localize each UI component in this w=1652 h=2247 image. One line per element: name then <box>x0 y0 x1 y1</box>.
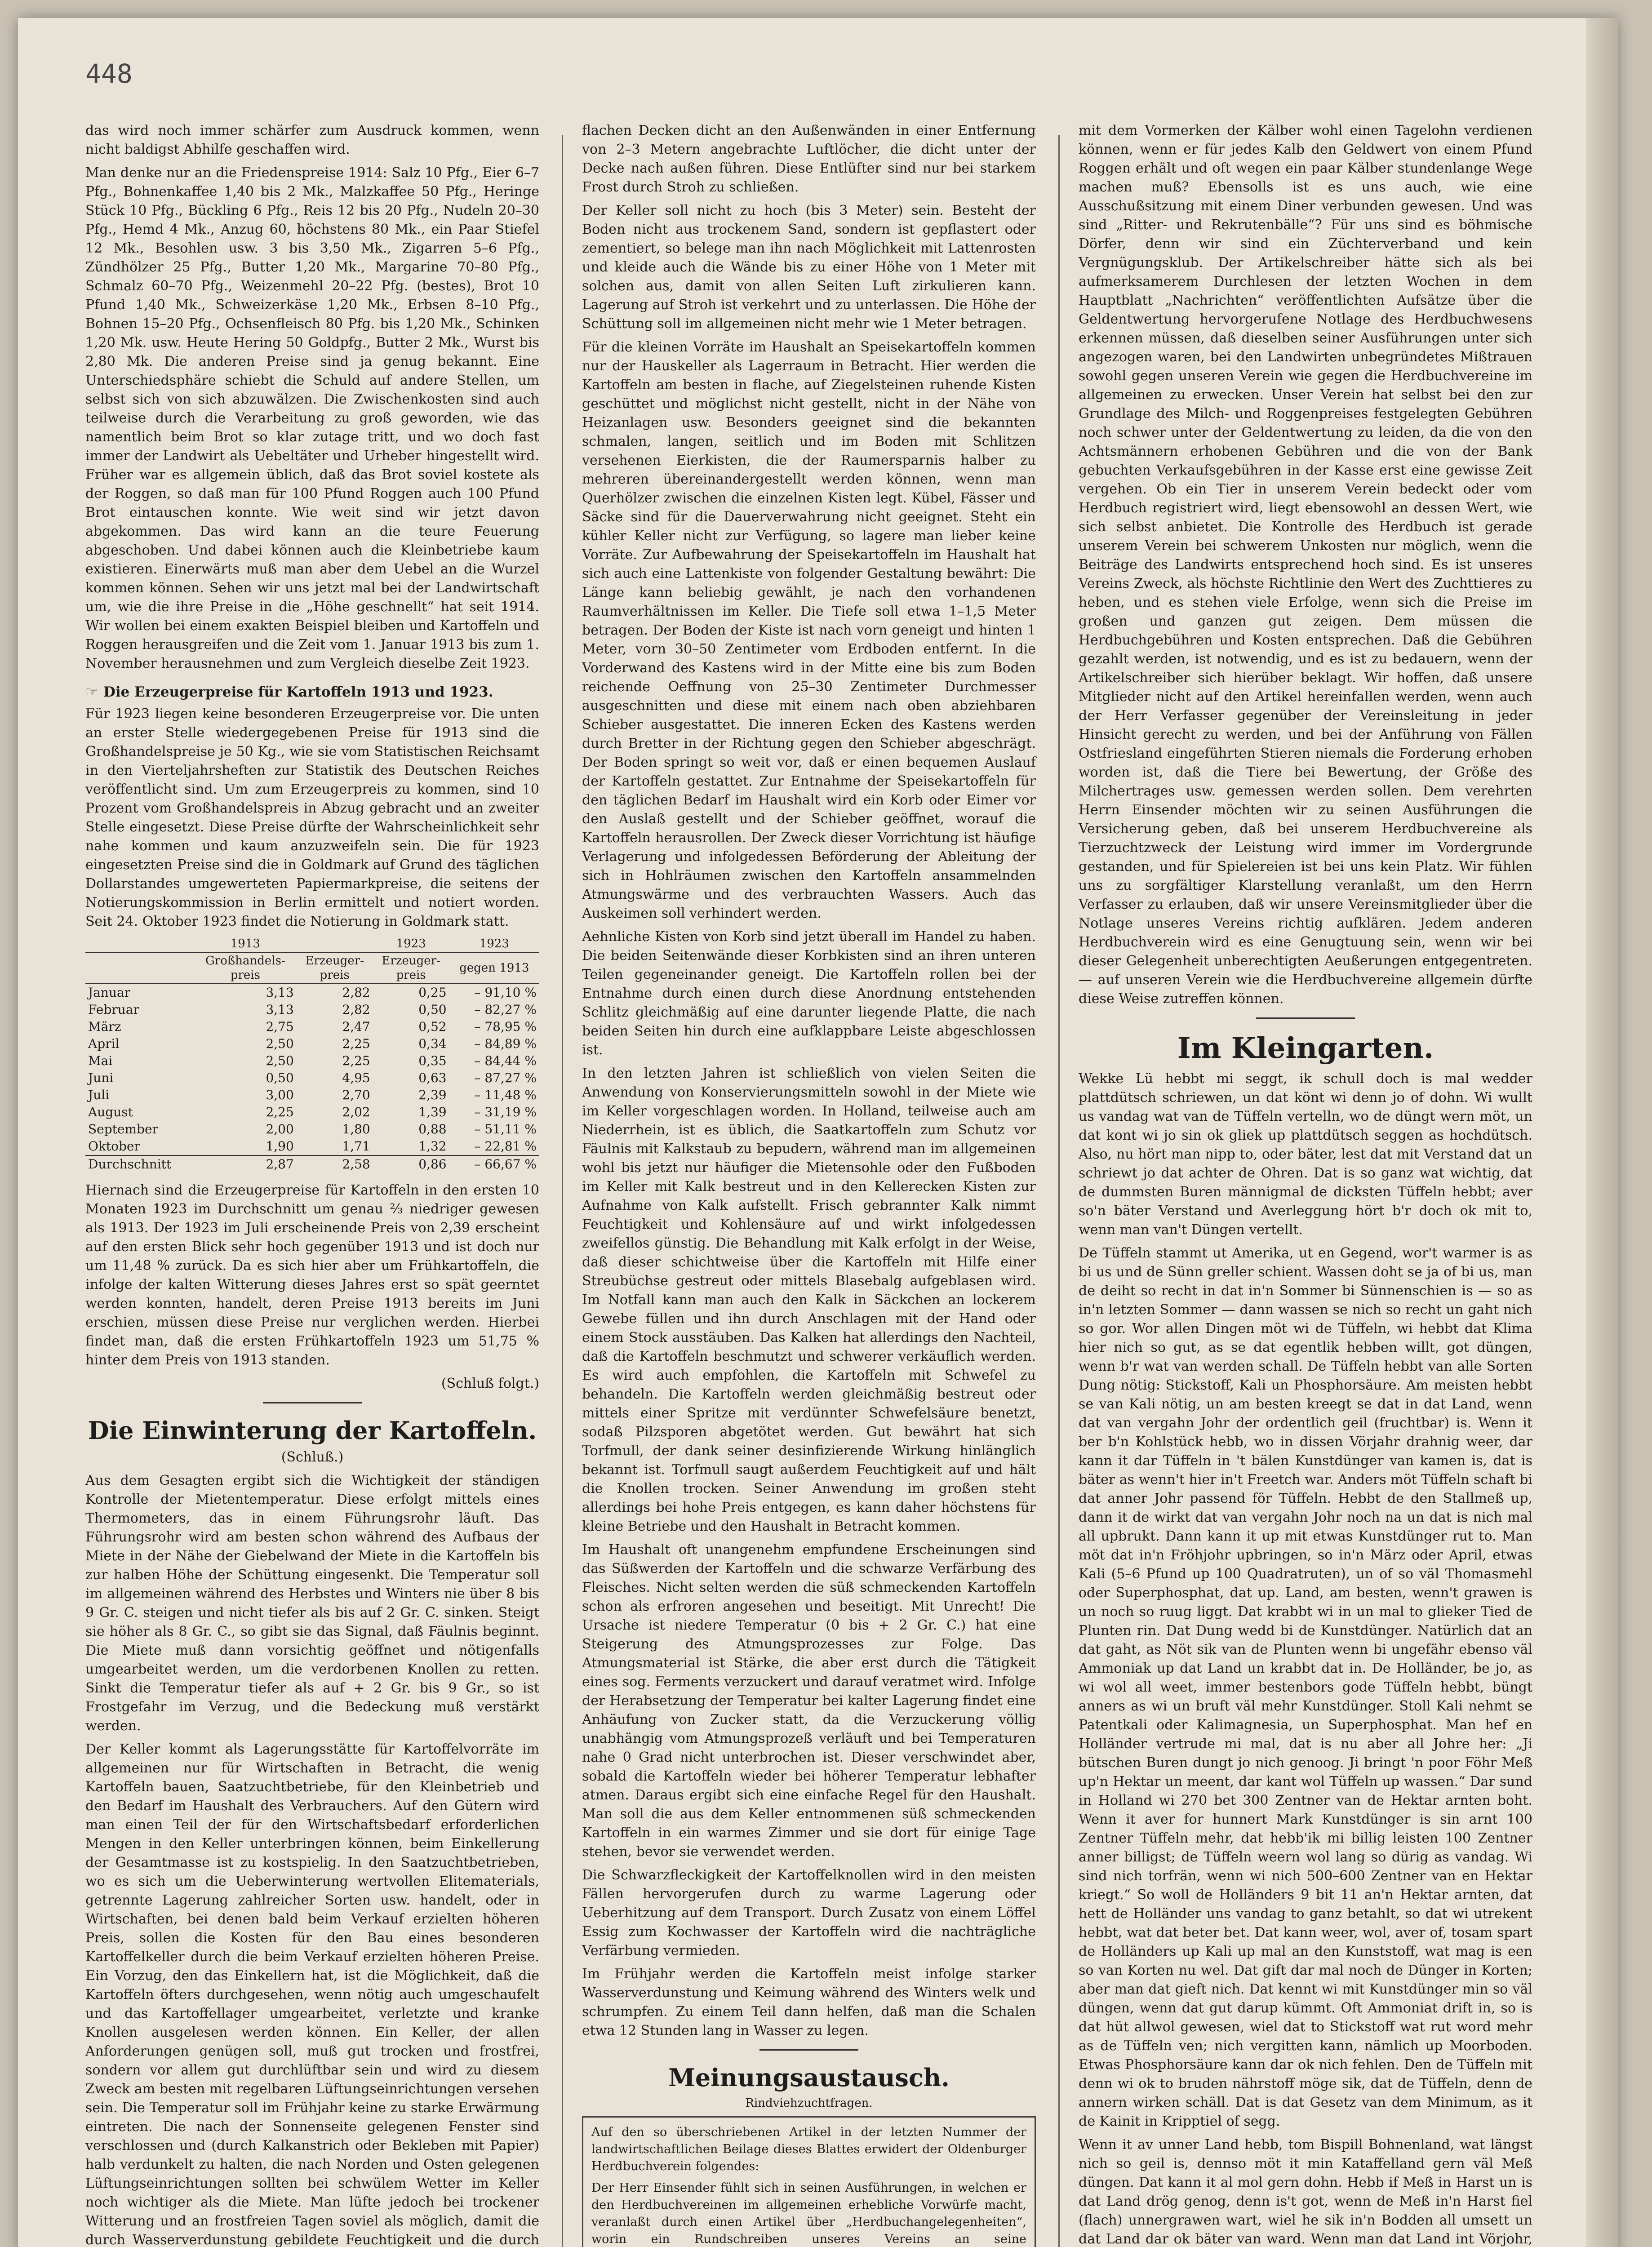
table-col-header: Erzeuger- preis <box>297 952 373 984</box>
table-value-cell: 2,25 <box>342 1053 370 1068</box>
table-value-cell: 0,50 <box>418 1002 447 1017</box>
table-col-header: gegen 1913 <box>449 952 539 984</box>
page-number: 448 <box>85 58 133 89</box>
article-subheading: Rindviehzuchtfragen. <box>745 2096 873 2110</box>
column-right <box>1079 121 1532 2247</box>
table-value-cell: 2,82 <box>342 1002 370 1017</box>
paragraph: Aus dem Gesagten ergibt sich die Wichtigkeit der ständigen Kontrolle der Mietentemperatur. Diese erfolgt mittels eines Thermometers, das in einem Führungsrohr läuft. Das Führungsrohr wird am besten schon während des Aufbaus der Miete in der Nähe der Giebelwand der Miete in die Kartoffeln bis zur halben Höhe der Schüttung eingesenkt. Die Temperatur soll im allgemeinen während des Herbstes und Winters nie über 8 bis 9 Gr. C. steigen und nicht tiefer als bis auf 2 Gr. C. sinken. Steigt sie höher als 8 Gr. C., so gibt sie das Signal, daß Fäulnis beginnt. Die Miete muß dann vorsichtig geöffnet und nötigenfalls umgearbeitet werden, um die verdorbenen Knollen zu retten. Sinkt die Temperatur tiefer als auf + 2 Gr. bis 9 Gr., so ist Frostgefahr im Verzug, und die Bedeckung muß verstärkt werden. <box>85 1473 539 1734</box>
table-value-cell: 2,82 <box>342 985 370 1000</box>
paragraph: Aehnliche Kisten von Korb sind jetzt überall im Handel zu haben. Die beiden Seitenwände dieser Korbkisten sind an ihren unteren Teilen gegeneinander geneigt. Die Kartoffeln rollen bei der Entnahme durch einen durch diese Anordnung entstehenden Schlitz gleichmäßig auf eine darunter liegende Platte, die nach beiden Seiten hin durch eine aufklappbare Leiste abgeschlossen ist. <box>582 929 1036 1058</box>
paragraph: das wird noch immer schärfer zum Ausdruck kommen, wenn nicht baldigst Abhilfe geschaffen wird. <box>85 123 539 157</box>
table-value-cell: 2,25 <box>342 1036 370 1051</box>
paragraph: De Tüffeln stammt ut Amerika, ut en Gegend, wor't warmer is as bi us und de Sünn greller schient. Wassen doht se ja of bi us, man de deiht so recht in dat in'n Sommer bi Sünnenschien is — so as in'n letzten Sommer — dann wassen se nich so recht un gaht nich so gor. Wor allen Dingen möt wi de Tüffeln, wi hebbt dat Klima hier nich so gut, as se dat egentlik hebben willt, got düngen, wenn b'r wat van werden schall. De Tüffeln hebbt van alle Sorten Dung nötig: Stickstoff, Kali un Phosphorsäure. Am meisten hebbt se van Kali nötig, un am besten kreegt se dat in dat Land, wenn dat van vergahn Johr der ordentlich geil (fruchtbar) is. Wenn it ber b'n Kohlstück hebb, wo in dissen Vörjahr drahnig weer, dar kann it dar Tüffeln in 't bälen Kunstdünger van kamen is, dat is bäter as wenn't hier in't Freetch war. Anders möt Tüffeln schaft bi dat anner Johr passend för Tüffeln. Hebbt de den Stallmeß up, dann it de wirkt dat van vergahn Johr noch na un dat is nich mal all upbrukt. Dann kann it up mit etwas Kunstdünger rut to. Man möt dat in'n Fröhjohr upbringen, so in'n März oder April, etwas Kali (5–6 Pfund up 100 Quadratruten), un of so väl Thomasmehl oder Superphosphat, dat up. Land, am besten, wenn't grawen is un noch so ruug liggt. Dat krabbt wi in un mal to glieker Tied de Plunten rin. Dat Dung wedd bi de Kunstdünger. Natürlich dat an dat gaht, as Nöt sik van de Plunten wenn bi ungefähr ebenso väl Ammoniak up dat Land un krabbt dat in. De Holländer, be jo, as wi wol all weet, immer bestenbors gode Tüffeln hebbt, büngt anners as wi un bruft väl mehr Kunstdünger. Stoll Kali nehmt se Patentkali oder Kalimagnesia, un Superphosphat. Man hef en Holländer vertrude mi mal, dat is nu aber all Johre her: „Ji bütschen Buren dungt jo nich genoog. Ji bringt 'n poor Föhr Meß up'n Hektar un meent, dar kant wol Tüffeln up wassen.“ Dar sund in Holland wi 270 bet 300 Zentner van de Hektar arnten boht. Wenn it aver for hunnert Mark Kunstdünger is sin arnt 100 Zentner Tüffeln mehr, dat hebb'ik mi billig leisten 100 Zentner anner billigst; de Tüffeln weern wol lang so dürig as vandag. Wi sind nich torfrän, wenn wi nich 500–600 Zentner van en Hektar kriegt.“ So woll de Holländers 9 bit 11 an'n Hektar arnten, dat hett de Holländer uns vandag to ganz betahlt, so dat wi utrekent hebbt, wat dat beter bet. Dat kann weer, wol, aver of, tosam spart de Holländers up Kali up mal an den Kunststoff, wat mag is een so van Korten nu wel. Dat gift dar mal noch de Dünger in Korten; aber man dat gieft nich. Dat kennt wi mit Kunstdünger min so väl düngen, wenn dat gut darup kümmt. Oft Ammoniat drift in, so is dat hüt allwol gewesen, wiel dat to Stickstoff wat rut word mehr as de Tüffeln ven; nich vergitten kann, nämlich up Moorboden. Etwas Phosphorsäure kann dar ok nich fehlen. Den de Tüffeln mit denn wi ok to bruden nährstoff möge sik, dat de Tüffeln, denn de annern wirken schäll. Dat is dat Gesetz van dem Minimum, as it de Kainit in Kripptiel of segg. <box>1079 1245 1532 2129</box>
table-row <box>85 1018 539 1035</box>
table-month-cell: September <box>88 1122 158 1137</box>
table-value-cell: 3,13 <box>266 985 294 1000</box>
column-middle <box>582 121 1036 2247</box>
table-value-cell: 1,39 <box>418 1105 447 1119</box>
table-average-row <box>85 1155 539 1173</box>
table-value-cell: – 91,10 % <box>474 985 537 1000</box>
table-month-cell: Durchschnitt <box>85 1155 194 1173</box>
table-value-cell: 1,71 <box>342 1139 370 1154</box>
table-row <box>85 1052 539 1070</box>
table-value-cell: – 84,44 % <box>474 1053 537 1068</box>
table-value-cell: 0,50 <box>266 1070 294 1085</box>
paragraph: mit dem Vormerken der Kälber wohl einen Tagelohn verdienen können, wenn er für jedes Kalb den Geldwert von einem Pfund Roggen erhält und oft wegen ein paar Kälber stundenlange Wege machen muß? Ebensolls ist es uns auch, wie eine Ausschußsitzung mit einem Diner verbunden gewesen. Und was sind „Ritter- und Rekrutenbälle“? Für uns sind es böhmische Dörfer, denn wir sind ein Züchterverband und kein Vergnügungsklub. Der Artikelschreiber hätte sich als bei aufmerksamerem Durchlesen der letzten Wochen in dem Hauptblatt „Nachrichten“ veröffentlichten Aufsätze über die Geldentwertung hervorgerufene Notlage des Herdbuchwesens erkennen müssen, daß dieselben seiner Ausführungen unter sich angezogen waren, bei den Landwirten unbegründetes Mißtrauen sowohl gegen unseren Verein wie gegen die Herdbuchvereine im allgemeinen zu erwecken. Unser Verein hat selbst bei den zur Grundlage des Milch- und Roggenpreises festgelegten Gebühren noch schwer unter der Geldentwertung zu leiden, da die von den Achtsmännern erhobenen Gebühren und die von der Bank gebuchten Verkaufsgebühren in der Kasse erst eine gewisse Zeit vergehen. Ob ein Tier in unserem Verein bedeckt oder vom Herdbuch registriert wird, liegt ebensowohl an dessen Wert, wie sich selbst anbietet. Die Kontrolle des Herdbuch ist gerade unserem Verein bei schwerem Unkosten nur möglich, wenn die Beiträge des Landwirts entsprechend hoch sind. Es ist unseres Vereins Zweck, als höchste Richtlinie den Wert des Zuchttieres zu heben, und es stehen viele Erfolge, wenn sich die Preise im großen und ganzen gut zeigen. Dem müssen die Herdbuchgebühren und Kosten entsprechen. Daß die Gebühren gezahlt werden, ist notwendig, und es ist zu bedauern, wenn der Artikelschreiber sich hierüber beklagt. Wir hoffen, daß unsere Mitglieder nicht auf den Artikel hereinfallen werden, wenn auch der Herr Verfasser gegenüber der Vereinsleitung in jeder Hinsicht gerecht zu werden, und bei der Anführung von Fällen Ostfriesland eingeführten Stieren niemals die Forderung erhoben worden ist, daß die Tiere bei Bewertung, der Größe des Milchertrages usw. gemessen werden sollen. Dem verehrten Herrn Einsender möchten wir zu seinen Ausführungen die Versicherung geben, daß bei unserem Herdbuchvereine als Tierzuchtzweck der Leistung wird immer im Vordergrunde gestanden, und für Spielereien ist bei uns kein Platz. Wir fühlen uns zu sorgfältiger Klarstellung veranlaßt, um den Herrn Verfasser zu erlauben, daß wir unsere Vereinsmitglieder über die Notlage unseres Vereins richtig aufklären. Jedem anderen Herdbuchverein wird es eine Genugtuung sein, wenn wir bei dieser Gelegenheit unberechtigten Aeußerungen entgegentreten. — auf unseren Verein wie die Herdbuchvereine allgemein dürfte diese Weise zutreffen können. <box>1079 123 1532 1007</box>
table-month-cell: Mai <box>88 1053 113 1068</box>
table-value-cell: – 78,95 % <box>474 1019 537 1034</box>
column-divider <box>562 135 563 2247</box>
divider <box>759 2049 858 2051</box>
table-row <box>85 1001 539 1018</box>
continuation-note: (Schluß folgt.) <box>441 1376 539 1391</box>
divider <box>263 1402 362 1403</box>
table-value-cell: – 31,19 % <box>474 1105 537 1119</box>
table-value-cell: 1,80 <box>342 1122 370 1137</box>
table-month-cell: Juni <box>88 1070 114 1085</box>
table-value-cell: 2,50 <box>266 1053 294 1068</box>
table-month-cell: Juli <box>88 1088 110 1102</box>
table-value-cell: 0,52 <box>418 1019 447 1034</box>
newspaper-page <box>18 18 1618 2247</box>
table-value-cell: 0,86 <box>373 1155 449 1173</box>
table-value-cell: 0,35 <box>418 1053 447 1068</box>
table-year-header: 1913 <box>194 936 297 952</box>
table-col-header: Großhandels- preis <box>194 952 297 984</box>
paragraph: Der Keller soll nicht zu hoch (bis 3 Meter) sein. Besteht der Boden nicht aus trockenem Sand, sondern ist gepflastert oder zementiert, so belege man ihn nach Möglichkeit mit Lattenrosten und kleide auch die Wände bis zu einer Höhe von 1 Meter mit solchen aus, damit von allen Seiten Luft zirkulieren kann. Lagerung auf Stroh ist verkehrt und zu unterlassen. Die Höhe der Schüttung soll im allgemeinen nicht mehr wie 1 Meter betragen. <box>582 203 1036 332</box>
paragraph: Im Frühjahr werden die Kartoffeln meist infolge starker Wasserverdunstung und Keimung während des Winters welk und schrumpfen. Zu einem Teil dann helfen, daß man die Schalen etwa 12 Stunden lang in Wasser zu legen. <box>582 1966 1036 2038</box>
table-year-header: 1923 <box>373 936 449 952</box>
paragraph: Für die kleinen Vorräte im Haushalt an Speisekartoffeln kommen nur der Hauskeller als Lagerraum in Betracht. Hier werden die Kartoffeln am besten in flache, auf Ziegelsteinen ruhende Kisten geschüttet und möglichst nicht gestellt, nicht in der Nähe von Heizanlagen usw. Besonders geeignet sind die bekannten schmalen, langen, seitlich und im Boden mit Schlitzen versehenen Eierkisten, die der Raumersparnis halber zu mehreren übereinandergestellt werden können, wenn man Querhölzer zwischen die einzelnen Kisten legt. Kübel, Fässer und Säcke sind für die Dauerverwahrung nicht geeignet. Steht ein kühler Keller nicht zur Verfügung, so lagere man lieber keine Vorräte. Zur Aufbewahrung der Speisekartoffeln im Haushalt hat sich auch eine Lattenkiste von folgender Gestaltung bewährt: Die Länge kann beliebig gewählt, je nach den vorhandenen Raumverhältnissen im Keller. Die Tiefe soll etwa 1–1,5 Meter betragen. Der Boden der Kiste ist nach vorn geneigt und hinten 1 Meter, vorn 30–50 Zentimeter vom Erdboden entfernt. In die Vorderwand des Kastens wird in der Mitte eine bis zum Boden reichende Oeffnung von 25–30 Zentimeter Durchmesser ausgeschnitten und diese mit einem nach oben abziehbaren Schieber ausgestattet. Die inneren Ecken des Kastens werden durch Bretter in der Richtung gegen den Schieber abgeschrägt. Der Boden springt so weit vor, daß er einen bequemen Auslauf der Kartoffeln gestattet. Zur Entnahme der Speisekartoffeln für den täglichen Bedarf im Haushalt wird ein Korb oder Eimer vor den Auslaß gestellt und der Schieber geöffnet, worauf die Kartoffeln herausrollen. Der Zweck dieser Vorrichtung ist häufige Verlagerung und infolgedessen Beförderung der Ableitung der sich in Hohlräumen zwischen den Kartoffeln ansammelnden Atmungswärme und des verbrauchten Wassers. Auch das Auskeimen soll verhindert werden. <box>582 339 1036 921</box>
table-value-cell: 0,63 <box>418 1070 447 1085</box>
table-value-cell: – 66,67 % <box>449 1155 539 1173</box>
paragraph: flachen Decken dicht an den Außenwänden in einer Entfernung von 2–3 Metern angebrachte Luftlöcher, die dicht unter der Decke nach außen führen. Diese Entlüfter sind nur bei starkem Frost durch Stroh zu schließen. <box>582 123 1036 195</box>
column-left <box>85 121 539 2247</box>
paragraph: In den letzten Jahren ist schließlich von vielen Seiten die Anwendung von Konservierungsmitteln sowohl in der Miete wie im Keller vorgeschlagen worden. In Holland, teilweise auch am Niederrhein, ist es üblich, die Saatkartoffeln zum Schutz vor Fäulnis mit Kalkstaub zu bepudern, während man im allgemeinen wohl bis jetzt nur häufiger die Mietensohle oder den Fußboden im Keller mit Kalk bestreut und in den Kellerecken Kisten zur Aufnahme von Kalk aufstellt. Frisch gebrannter Kalk nimmt Feuchtigkeit und Kohlensäure auf und wirkt infolgedessen zweifellos günstig. Die Behandlung mit Kalk erfolgt in der Weise, daß dieser schichtweise über die Kartoffeln mit Hilfe einer Streubüchse gestreut oder mittels Blasebalg aufgeblasen wird. Im Notfall kann man auch den Kalk in Säckchen an lockerem Gewebe füllen und ihn durch Anschlagen mit der Hand oder einem Stock ausstäuben. Das Kalken hat allerdings den Nachteil, daß die Kartoffeln beschmutzt und schwerer verkäuflich werden. Es wird auch empfohlen, die Kartoffeln mit Schwefel zu behandeln. Die Kartoffeln werden gleichmäßig bestreut oder mittels einer Spritze mit verdünnter Schwefelsäure benetzt, sodaß Pilzsporen abgetötet werden. Gut bewährt hat sich Torfmull, der dank seiner desinfizierende Wirkung hinlänglich bekannt ist. Torfmull saugt außerdem Feuchtigkeit auf und hält die Knollen trocken. Seiner Anwendung im großen steht allerdings bei hohe Preis entgegen, es kann daher höchstens für kleine Betriebe und den Haushalt in Betracht kommen. <box>582 1066 1036 1534</box>
paragraph: Hiernach sind die Erzeugerpreise für Kartoffeln in den ersten 10 Monaten 1923 im Durchschnitt um genau ⅔ niedriger gewesen als 1913. Der 1923 im Juli erscheinende Preis von 2,39 erscheint auf den ersten Blick sehr hoch gegenüber 1913 und ist doch nur um 11,48 % zurück. Da es sich hier aber um Frühkartoffeln, die infolge der kalten Witterung dieses Jahres erst so spät geerntet werden konnten, handelt, deren Preise 1913 bereits im Juni erschien, müssen diese Preise nur verglichen werden. Hierbei findet man, daß die ersten Frühkartoffeln 1923 um 51,75 % hinter dem Preis von 1913 standen. <box>85 1182 539 1368</box>
table-value-cell: 1,32 <box>418 1139 447 1154</box>
table-month-cell: Januar <box>88 985 131 1000</box>
letter-box <box>582 2116 1036 2247</box>
table-value-cell: – 82,27 % <box>474 1002 537 1017</box>
table-value-cell: 2,00 <box>266 1122 294 1137</box>
table-value-cell: 0,25 <box>418 985 447 1000</box>
table-month-cell: April <box>88 1036 120 1051</box>
table-row <box>85 1138 539 1155</box>
table-month-cell: März <box>88 1019 121 1034</box>
table-value-cell: 3,13 <box>266 1002 294 1017</box>
hand-pointer-icon: ☞ <box>85 684 98 700</box>
table-month-cell: Oktober <box>88 1139 140 1154</box>
paragraph: Wenn it av unner Land hebb, tom Bispill Bohnenland, wat längst nich so geil is, dennso möt it min Kataffelland gern väl Meß düngen. Dat kann it al mol gern dohn. Hebb if Meß in Harst un is dat Land drög genog, denn is't got, wenn de Meß in'n Harst fiel (flach) unnergrawen wart, wiel he sik in'n Bodden all umsett un dat Land dar ok bäter van ward. Wenn man dat Land int Vörjohr, <box>1079 2137 1532 2247</box>
table-row <box>85 1121 539 1138</box>
table-year-header: 1923 <box>449 936 539 952</box>
table-value-cell: – 84,89 % <box>474 1036 537 1051</box>
table-value-cell: 2,75 <box>266 1019 294 1034</box>
table-row <box>85 1104 539 1121</box>
article-subheading: (Schluß.) <box>281 1449 344 1465</box>
paragraph: Der Keller kommt als Lagerungsstätte für Kartoffelvorräte im allgemeinen nur für Wirtschaften in Betracht, die wenig Kartoffeln bauen, Saatzuchtbetriebe, für den Kleinbetrieb und den Bedarf im Haushalt des Verbrauchers. Auf den Gütern wird man einen Teil der für den Wirtschaftsbedarf erforderlichen Mengen in den Keller unterbringen können, beim Einkellerung der Gesamtmasse ist zu kostspielig. In den Saatzuchtbetrieben, wo es sich um die Ueberwinterung wertvollen Elitematerials, getrennte Lagerung zahlreicher Sorten usw. handelt, oder in Wirtschaften, bei denen bald beim Verkauf erzielten höheren Preis, sollen die Kosten für den Bau eines besonderen Kartoffelkeller durch die beim Verkauf erzielten höheren Preise. Ein Vorzug, den das Einkellern hat, ist die Möglichkeit, daß die Kartoffeln öfters durchgesehen, wenn nötig auch umgeschaufelt und das Kartoffellager umgearbeitet, verletzte und kranke Knollen ausgelesen werden können. Ein Keller, der allen Anforderungen genügen soll, muß gut trocken und frostfrei, sondern vor allem gut durchlüftbar sein und wird zu diesem Zweck am besten mit regelbaren Lüftungseinrichtungen versehen sein. Die Temperatur soll im Frühjahr keine zu starke Erwärmung eintreten. Die nach der Sonnenseite gelegenen Fenster sind verschlossen und (durch Kalkanstrich oder Bekleben mit Papier) halb verdunkelt zu halten, die nach Norden und Osten gelegenen Lüftungseinrichtungen sollten bei schwülem Wetter im Keller noch wichtiger als die Miete. Man lüfte jedoch bei trockener Witterung und an frostfreien Tagen soviel als möglich, damit die durch Wasserverdunstung gebildete Feuchtigkeit und die durch <box>85 1741 539 2247</box>
table-value-cell: 2,87 <box>194 1155 297 1173</box>
paragraph: Im Haushalt oft unangenehm empfundene Erscheinungen sind das Süßwerden der Kartoffeln und die schwarze Verfärbung des Fleisches. Nicht selten werden die süß schmeckenden Kartoffeln schon als erfroren angesehen und beseitigt. Mit Unrecht! Die Ursache ist niedere Temperatur (0 bis + 2 Gr. C.) hat eine Steigerung des Atmungsprozesses zur Folge. Das Atmungsmaterial ist Stärke, die aber erst durch die Tätigkeit eines sog. Ferments verzuckert und darauf veratmet wird. Infolge der Herabsetzung der Temperatur bei kalter Lagerung findet eine Anhäufung von Zucker statt, da die Verzuckerung völlig unabhängig vom Atmungsprozeß verläuft und bei Temperaturen nahe 0 Grad nicht unterbrochen ist. Dieser verschwindet aber, sobald die Kartoffeln wieder bei höherer Temperatur lebhafter atmen. Daraus ergibt sich eine einfache Regel für den Haushalt. Man soll die aus dem Keller entnommenen süß schmeckenden Kartoffeln in ein warmes Zimmer und sie dort für einige Tage stehen, bevor sie verwendet werden. <box>582 1542 1036 1860</box>
section-title: ☞ Die Erzeugerpreise für Kartoffeln 1913 und 1923. <box>85 684 493 700</box>
table-row <box>85 984 539 1001</box>
paragraph: Für 1923 liegen keine besonderen Erzeugerpreise vor. Die unten an erster Stelle wiedergegebenen Preise für 1913 sind die Großhandelspreise je 50 Kg., wie sie vom Statistischen Reichsamt in den Vierteljahrsheften zur Statistik des Deutschen Reiches veröffentlicht sind. Um zum Erzeugerpreis zu kommen, sind 10 Prozent vom Großhandelspreis in Abzug gebracht und an zweiter Stelle eingesetzt. Diese Preise dürfte der Wahrscheinlichkeit sehr nahe kommen und kaum anzuzweifeln sein. Die für 1923 eingesetzten Preise sind die in Goldmark auf Grund des täglichen Dollarstandes umgewerteten Papiermarkpreise, die seitens der Notierungskommission in Berlin ermittelt und notiert worden. Seit 24. Oktober 1923 findet die Notierung in Goldmark statt. <box>85 706 539 929</box>
paragraph: Die Schwarzfleckigkeit der Kartoffelknollen wird in den meisten Fällen hervorgerufen durch zu warme Lagerung oder Ueberhitzung auf dem Transport. Durch Zusatz von einem Löffel Essig zum Kochwasser der Kartoffeln wird die nachträgliche Verfärbung vermieden. <box>582 1867 1036 1958</box>
table-row <box>85 1087 539 1104</box>
price-table <box>85 936 539 1173</box>
page-edge <box>1586 18 1618 2247</box>
table-month-cell: August <box>88 1105 133 1119</box>
table-value-cell: 2,25 <box>266 1105 294 1119</box>
article-heading: Im Kleingarten. <box>1177 1031 1434 1065</box>
table-value-cell: 0,88 <box>418 1122 447 1137</box>
table-col-header: Erzeuger- preis <box>373 952 449 984</box>
table-row <box>85 1070 539 1087</box>
table-value-cell: – 11,48 % <box>474 1088 537 1102</box>
paragraph: Man denke nur an die Friedenspreise 1914: Salz 10 Pfg., Eier 6–7 Pfg., Bohnenkaffee 1,40 bis 2 Mk., Malzkaffee 50 Pfg., Heringe Stück 10 Pfg., Bückling 6 Pfg., Reis 12 bis 20 Pfg., Nudeln 20–30 Pfg., Hemd 4 Mk., Anzug 60, höchstens 80 Mk., ein Paar Stiefel 12 Mk., Besohlen usw. 3 bis 3,50 Mk., Zigarren 5–6 Pfg., Zündhölzer 25 Pfg., Butter 1,20 Mk., Margarine 70–80 Pfg., Schmalz 60–70 Pfg., Weizenmehl 20–22 Pfg. (bestes), Brot 10 Pfund 1,40 Mk., Schweizerkäse 1,20 Mk., Erbsen 8–10 Pfg., Bohnen 15–20 Pfg., Ochsenfleisch 80 Pfg. bis 1,20 Mk., Schinken 1,20 Mk. usw. Heute Hering 50 Goldpfg., Butter 2 Mk., Wurst bis 2,80 Mk. Die anderen Preise sind ja genug bekannt. Eine Unterschiedsphäre schiebt die Schuld auf andere Stellen, um selbst sich von sich abzuwälzen. Die Zwischenkosten sind auch teilweise durch die Verarbeitung zu groß geworden, wie das namentlich beim Brot so klar zutage tritt, und wo doch fast immer der Landwirt als Uebeltäter und Urheber hingestellt wird. Früher war es allgemein üblich, daß das Brot soviel kostete als der Roggen, so daß man für 100 Pfund Roggen auch 100 Pfund Brot eintauschen konnte. Wie weit sind wir jetzt davon abgekommen. Das wird kann an die teure Feuerung abgeschoben. Und dabei können auch die Kleinbetriebe kaum existieren. Einerwärts muß man aber dem Uebel an die Wurzel kommen können. Sehen wir uns jetzt mal bei der Landwirtschaft um, wie die ihre Preise in die „Höhe geschnellt“ hat seit 1914. Wir wollen bei einem exakten Beispiel bleiben und Kartoffeln und Roggen herausgreifen und die Zeit vom 1. Januar 1913 bis zum 1. November herausnehmen und zum Vergleich dieselbe Zeit 1923. <box>85 165 539 671</box>
paragraph: Auf den so überschriebenen Artikel in der letzten Nummer der landwirtschaftlichen Beilage dieses Blattes erwidert der Oldenburger Herdbuchverein folgendes: <box>591 2125 1026 2173</box>
article-heading: Meinungsaustausch. <box>668 2063 950 2092</box>
article-heading: Die Einwinterung der Kartoffeln. <box>88 1416 537 1445</box>
table-value-cell: – 51,11 % <box>474 1122 537 1137</box>
table-month-cell: Februar <box>88 1002 139 1017</box>
table-value-cell: 2,47 <box>342 1019 370 1034</box>
table-value-cell: – 87,27 % <box>474 1070 537 1085</box>
table-value-cell: 4,95 <box>342 1070 370 1085</box>
table-value-cell: 3,00 <box>266 1088 294 1102</box>
table-value-cell: 1,90 <box>266 1139 294 1154</box>
table-value-cell: 0,34 <box>418 1036 447 1051</box>
table-row <box>85 1035 539 1052</box>
table-value-cell: 2,70 <box>342 1088 370 1102</box>
paragraph: Der Herr Einsender fühlt sich in seinen Ausführungen, in welchen er den Herdbuchvereinen im allgemeinen erhebliche Vorwürfe macht, veranlaßt durch einen Artikel über „Herdbuchangelegenheiten“, worin ein Rundschreiben unseres Vereins an seine <box>591 2181 1026 2246</box>
table-value-cell: – 22,81 % <box>474 1139 537 1154</box>
column-divider <box>1058 135 1060 2247</box>
table-value-cell: 2,39 <box>418 1088 447 1102</box>
table-value-cell: 2,58 <box>297 1155 373 1173</box>
divider <box>1256 1017 1355 1019</box>
table-value-cell: 2,02 <box>342 1105 370 1119</box>
table-value-cell: 2,50 <box>266 1036 294 1051</box>
paragraph: Wekke Lü hebbt mi seggt, ik schull doch is mal wedder plattdütsch schriewen, un dat könt wi denn jo of dohn. Wi wullt us vandag wat van de Tüffeln vertelln, wo de düngt wern möt, un dat kont wi jo sin ok gliek up plattdütsch seggen as hochdütsch. Also, nu hört man nipp to, oder bäter, lest dat mit Verstand dat un schriewt jo dat achter de Ohren. Dat is so ganz wat wichtig, dat de dummsten Buren männigmal de dicksten Tüffeln hebbt; aver so'n bäter Verstand und Averleggung hört b'r doch ok mit to, wenn man van't Düngen vertellt. <box>1079 1071 1532 1238</box>
